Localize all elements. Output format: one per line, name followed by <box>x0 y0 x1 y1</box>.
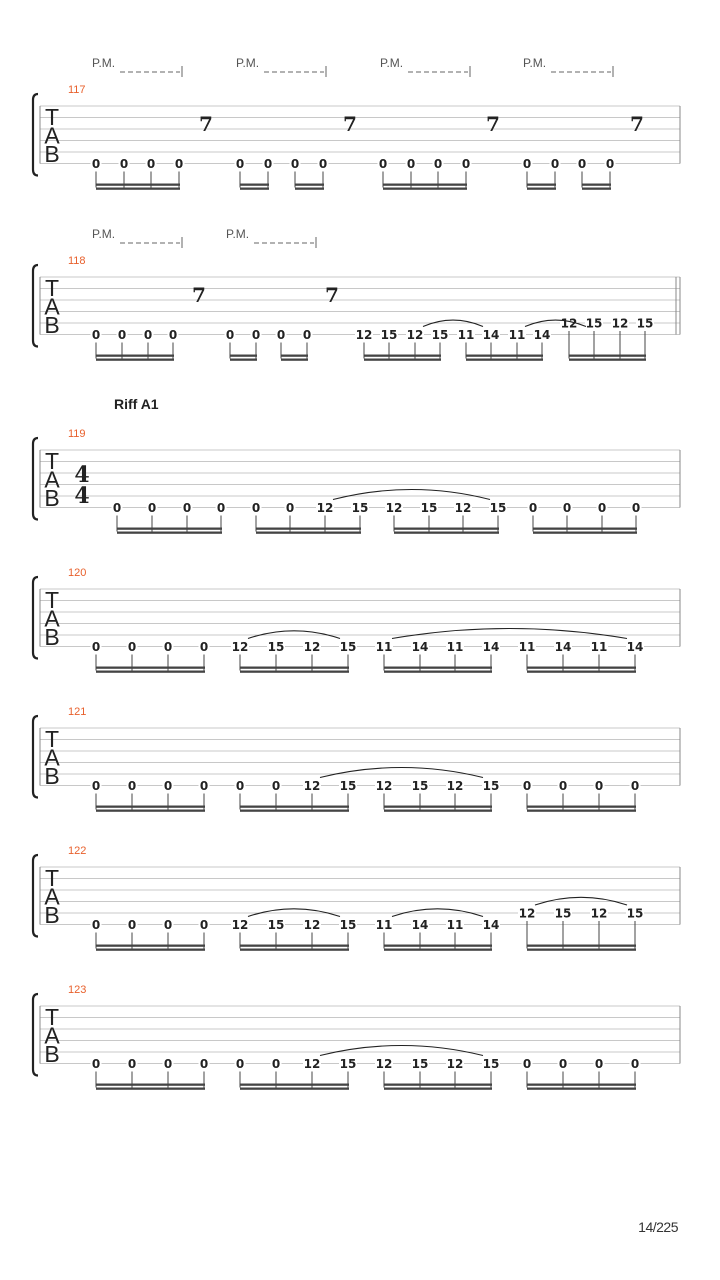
fret-number: 0 <box>146 157 156 171</box>
fret-number: 0 <box>558 779 568 793</box>
beam <box>527 188 556 190</box>
fret-number: 0 <box>433 157 443 171</box>
fret-number: 0 <box>528 501 538 515</box>
measure-number: 120 <box>68 567 87 579</box>
beam <box>527 184 556 186</box>
fret-number: 12 <box>375 779 393 793</box>
fret-number: 15 <box>431 328 449 342</box>
beam <box>96 184 180 186</box>
fret-number: 0 <box>605 157 615 171</box>
fret-number: 0 <box>127 918 137 932</box>
beam <box>527 945 636 947</box>
eighth-rest: 7 <box>486 112 500 136</box>
fret-number: 15 <box>339 918 357 932</box>
staff-bracket <box>33 855 38 937</box>
fret-number: 0 <box>163 779 173 793</box>
beam <box>281 355 308 357</box>
fret-number: 0 <box>378 157 388 171</box>
palm-mute-label: P.M. <box>92 227 116 241</box>
fret-number: 12 <box>590 906 608 921</box>
beam <box>569 355 646 357</box>
fret-number: 15 <box>482 1057 500 1071</box>
fret-number: 11 <box>375 918 393 932</box>
tab-clef-letter: T <box>44 104 60 130</box>
fret-number: 12 <box>231 918 249 932</box>
beam <box>117 532 222 534</box>
beam <box>240 184 269 186</box>
fret-number: 15 <box>554 906 572 921</box>
fret-number: 11 <box>457 328 475 342</box>
fret-number: 0 <box>406 157 416 171</box>
fret-number: 0 <box>174 157 184 171</box>
fret-number: 0 <box>199 1057 209 1071</box>
fret-number: 0 <box>290 157 300 171</box>
beam <box>96 1088 205 1090</box>
fret-number: 0 <box>285 501 295 515</box>
beam <box>527 671 636 673</box>
beam <box>466 355 543 357</box>
fret-number: 0 <box>263 157 273 171</box>
tab-system <box>33 227 680 361</box>
fret-number: 14 <box>411 918 429 932</box>
beam <box>527 1084 636 1086</box>
beam <box>230 355 257 357</box>
tab-clef-letter: A <box>44 122 60 149</box>
fret-number: 0 <box>91 918 101 932</box>
fret-number: 14 <box>626 640 644 654</box>
tab-clef-letter: A <box>44 605 60 632</box>
slur <box>320 768 483 778</box>
beam <box>384 671 492 673</box>
staff-bracket <box>33 716 38 798</box>
beam <box>533 532 637 534</box>
tab-clef-letter: A <box>44 293 60 320</box>
eighth-rest: 7 <box>343 112 357 136</box>
fret-number: 15 <box>489 501 507 515</box>
fret-number: 0 <box>91 157 101 171</box>
beam <box>240 949 349 951</box>
eighth-rest: 7 <box>630 112 644 136</box>
beam <box>364 359 441 361</box>
fret-number: 15 <box>420 501 438 515</box>
tab-system <box>33 984 680 1090</box>
fret-number: 0 <box>271 1057 281 1071</box>
measure-number: 118 <box>68 255 86 267</box>
tab-system <box>33 706 680 812</box>
beam <box>582 184 611 186</box>
beam <box>281 359 308 361</box>
beam <box>383 184 467 186</box>
tab-system <box>33 396 680 534</box>
fret-number: 12 <box>303 640 321 654</box>
staff-bracket <box>33 994 38 1076</box>
fret-number: 0 <box>143 328 153 342</box>
beam <box>527 810 636 812</box>
fret-number: 0 <box>461 157 471 171</box>
fret-number: 12 <box>560 316 578 331</box>
beam <box>240 945 349 947</box>
fret-number: 15 <box>482 779 500 793</box>
beam <box>96 667 205 669</box>
beam <box>383 188 467 190</box>
fret-number: 0 <box>522 779 532 793</box>
fret-number: 0 <box>558 1057 568 1071</box>
fret-number: 0 <box>127 640 137 654</box>
fret-number: 12 <box>454 501 472 515</box>
fret-number: 14 <box>482 328 500 342</box>
fret-number: 0 <box>225 328 235 342</box>
beam <box>384 1084 492 1086</box>
beam <box>527 1088 636 1090</box>
palm-mute-label: P.M. <box>92 56 116 70</box>
fret-number: 0 <box>163 918 173 932</box>
fret-number: 12 <box>446 779 464 793</box>
fret-number: 12 <box>316 501 334 515</box>
beam <box>295 188 324 190</box>
fret-number: 15 <box>267 918 285 932</box>
beam <box>384 806 492 808</box>
slur <box>320 1046 483 1056</box>
staff-bracket <box>33 438 38 520</box>
tab-clef-letter: B <box>44 312 60 338</box>
fret-number: 0 <box>117 328 127 342</box>
fret-number: 11 <box>508 328 526 342</box>
beam <box>384 667 492 669</box>
beam <box>569 359 646 361</box>
fret-number: 0 <box>276 328 286 342</box>
fret-number: 12 <box>446 1057 464 1071</box>
beam <box>240 188 269 190</box>
fret-number: 11 <box>590 640 608 654</box>
fret-number: 14 <box>411 640 429 654</box>
fret-number: 0 <box>112 501 122 515</box>
palm-mute-label: P.M. <box>380 56 404 70</box>
fret-number: 0 <box>91 1057 101 1071</box>
fret-number: 0 <box>522 1057 532 1071</box>
fret-number: 12 <box>303 779 321 793</box>
fret-number: 11 <box>375 640 393 654</box>
fret-number: 12 <box>518 906 536 921</box>
measure-number: 122 <box>68 845 87 857</box>
beam <box>96 949 205 951</box>
fret-number: 0 <box>216 501 226 515</box>
beam <box>96 188 180 190</box>
beam <box>527 667 636 669</box>
beam <box>240 667 349 669</box>
fret-number: 0 <box>235 1057 245 1071</box>
tab-clef-letter: B <box>44 1041 60 1067</box>
fret-number: 0 <box>91 640 101 654</box>
eighth-rest: 7 <box>325 283 339 307</box>
fret-number: 0 <box>163 1057 173 1071</box>
beam <box>117 528 222 530</box>
fret-number: 15 <box>339 640 357 654</box>
page-number: 14/225 <box>638 1219 678 1235</box>
measure-number: 117 <box>68 84 86 96</box>
staff-bracket <box>33 577 38 659</box>
tab-clef-letter: B <box>44 485 60 511</box>
fret-number: 0 <box>594 1057 604 1071</box>
fret-number: 15 <box>636 316 654 331</box>
beam <box>96 1084 205 1086</box>
fret-number: 0 <box>235 157 245 171</box>
beam <box>384 945 492 947</box>
beam <box>96 671 205 673</box>
fret-number: 0 <box>235 779 245 793</box>
fret-number: 15 <box>585 316 603 331</box>
slur <box>333 490 490 500</box>
measure-number: 121 <box>68 706 87 718</box>
beam <box>96 806 205 808</box>
fret-number: 0 <box>168 328 178 342</box>
fret-number: 0 <box>163 640 173 654</box>
fret-number: 12 <box>385 501 403 515</box>
palm-mute-label: P.M. <box>523 56 547 70</box>
time-signature-top: 4 <box>74 462 90 488</box>
beam <box>96 359 174 361</box>
tab-clef-letter: T <box>44 587 60 613</box>
section-label: Riff A1 <box>114 396 159 412</box>
fret-number: 0 <box>91 779 101 793</box>
beam <box>256 528 361 530</box>
beam <box>240 1084 349 1086</box>
beam <box>527 949 636 951</box>
tab-clef-letter: B <box>44 763 60 789</box>
beam <box>96 355 174 357</box>
measure-number: 119 <box>68 428 86 440</box>
beam <box>240 1088 349 1090</box>
beam <box>394 532 499 534</box>
fret-number: 11 <box>446 918 464 932</box>
fret-number: 0 <box>594 779 604 793</box>
tab-clef-letter: B <box>44 141 60 167</box>
fret-number: 0 <box>119 157 129 171</box>
eighth-rest: 7 <box>192 283 206 307</box>
beam <box>256 532 361 534</box>
beam <box>582 188 611 190</box>
fret-number: 0 <box>562 501 572 515</box>
beam <box>466 359 543 361</box>
tab-clef-letter: B <box>44 624 60 650</box>
beam <box>240 810 349 812</box>
fret-number: 12 <box>303 918 321 932</box>
fret-number: 0 <box>199 779 209 793</box>
palm-mute-label: P.M. <box>226 227 250 241</box>
fret-number: 0 <box>522 157 532 171</box>
beam <box>394 528 499 530</box>
fret-number: 0 <box>302 328 312 342</box>
slur <box>392 629 627 639</box>
tab-clef-letter: A <box>44 883 60 910</box>
beam <box>96 810 205 812</box>
fret-number: 0 <box>127 779 137 793</box>
beam <box>295 184 324 186</box>
tab-clef-letter: T <box>44 275 60 301</box>
tab-system <box>33 56 680 190</box>
tab-system <box>33 567 680 673</box>
fret-number: 0 <box>271 779 281 793</box>
fret-number: 12 <box>231 640 249 654</box>
fret-number: 12 <box>611 316 629 331</box>
fret-number: 12 <box>303 1057 321 1071</box>
fret-number: 15 <box>267 640 285 654</box>
beam <box>240 806 349 808</box>
fret-number: 15 <box>626 906 644 921</box>
tab-clef-letter: T <box>44 865 60 891</box>
measure-number: 123 <box>68 984 87 996</box>
eighth-rest: 7 <box>199 112 213 136</box>
fret-number: 0 <box>630 1057 640 1071</box>
fret-number: 0 <box>577 157 587 171</box>
fret-number: 15 <box>380 328 398 342</box>
fret-number: 15 <box>351 501 369 515</box>
fret-number: 11 <box>446 640 464 654</box>
fret-number: 0 <box>597 501 607 515</box>
fret-number: 14 <box>533 328 551 342</box>
tab-clef-letter: A <box>44 466 60 493</box>
fret-number: 0 <box>199 640 209 654</box>
beam <box>230 359 257 361</box>
beam <box>384 1088 492 1090</box>
tab-clef-letter: A <box>44 744 60 771</box>
beam <box>364 355 441 357</box>
fret-number: 12 <box>355 328 373 342</box>
staff-bracket <box>33 265 38 347</box>
fret-number: 11 <box>518 640 536 654</box>
palm-mute-label: P.M. <box>236 56 260 70</box>
fret-number: 0 <box>91 328 101 342</box>
fret-number: 0 <box>318 157 328 171</box>
fret-number: 15 <box>339 1057 357 1071</box>
fret-number: 15 <box>411 779 429 793</box>
fret-number: 0 <box>251 328 261 342</box>
beam <box>533 528 637 530</box>
staff-bracket <box>33 94 38 176</box>
fret-number: 0 <box>631 501 641 515</box>
beam <box>384 810 492 812</box>
fret-number: 0 <box>182 501 192 515</box>
fret-number: 14 <box>554 640 572 654</box>
tab-system <box>33 845 680 951</box>
fret-number: 0 <box>550 157 560 171</box>
beam <box>240 671 349 673</box>
fret-number: 14 <box>482 918 500 932</box>
beam <box>384 949 492 951</box>
fret-number: 12 <box>406 328 424 342</box>
fret-number: 0 <box>630 779 640 793</box>
fret-number: 0 <box>251 501 261 515</box>
beam <box>96 945 205 947</box>
fret-number: 12 <box>375 1057 393 1071</box>
fret-number: 0 <box>199 918 209 932</box>
tab-clef-letter: A <box>44 1022 60 1049</box>
fret-number: 15 <box>339 779 357 793</box>
tab-clef-letter: B <box>44 902 60 928</box>
time-signature-bottom: 4 <box>74 483 90 509</box>
tab-clef-letter: T <box>44 448 60 474</box>
tab-clef-letter: T <box>44 726 60 752</box>
fret-number: 14 <box>482 640 500 654</box>
tab-clef-letter: T <box>44 1004 60 1030</box>
fret-number: 0 <box>147 501 157 515</box>
beam <box>527 806 636 808</box>
fret-number: 15 <box>411 1057 429 1071</box>
fret-number: 0 <box>127 1057 137 1071</box>
